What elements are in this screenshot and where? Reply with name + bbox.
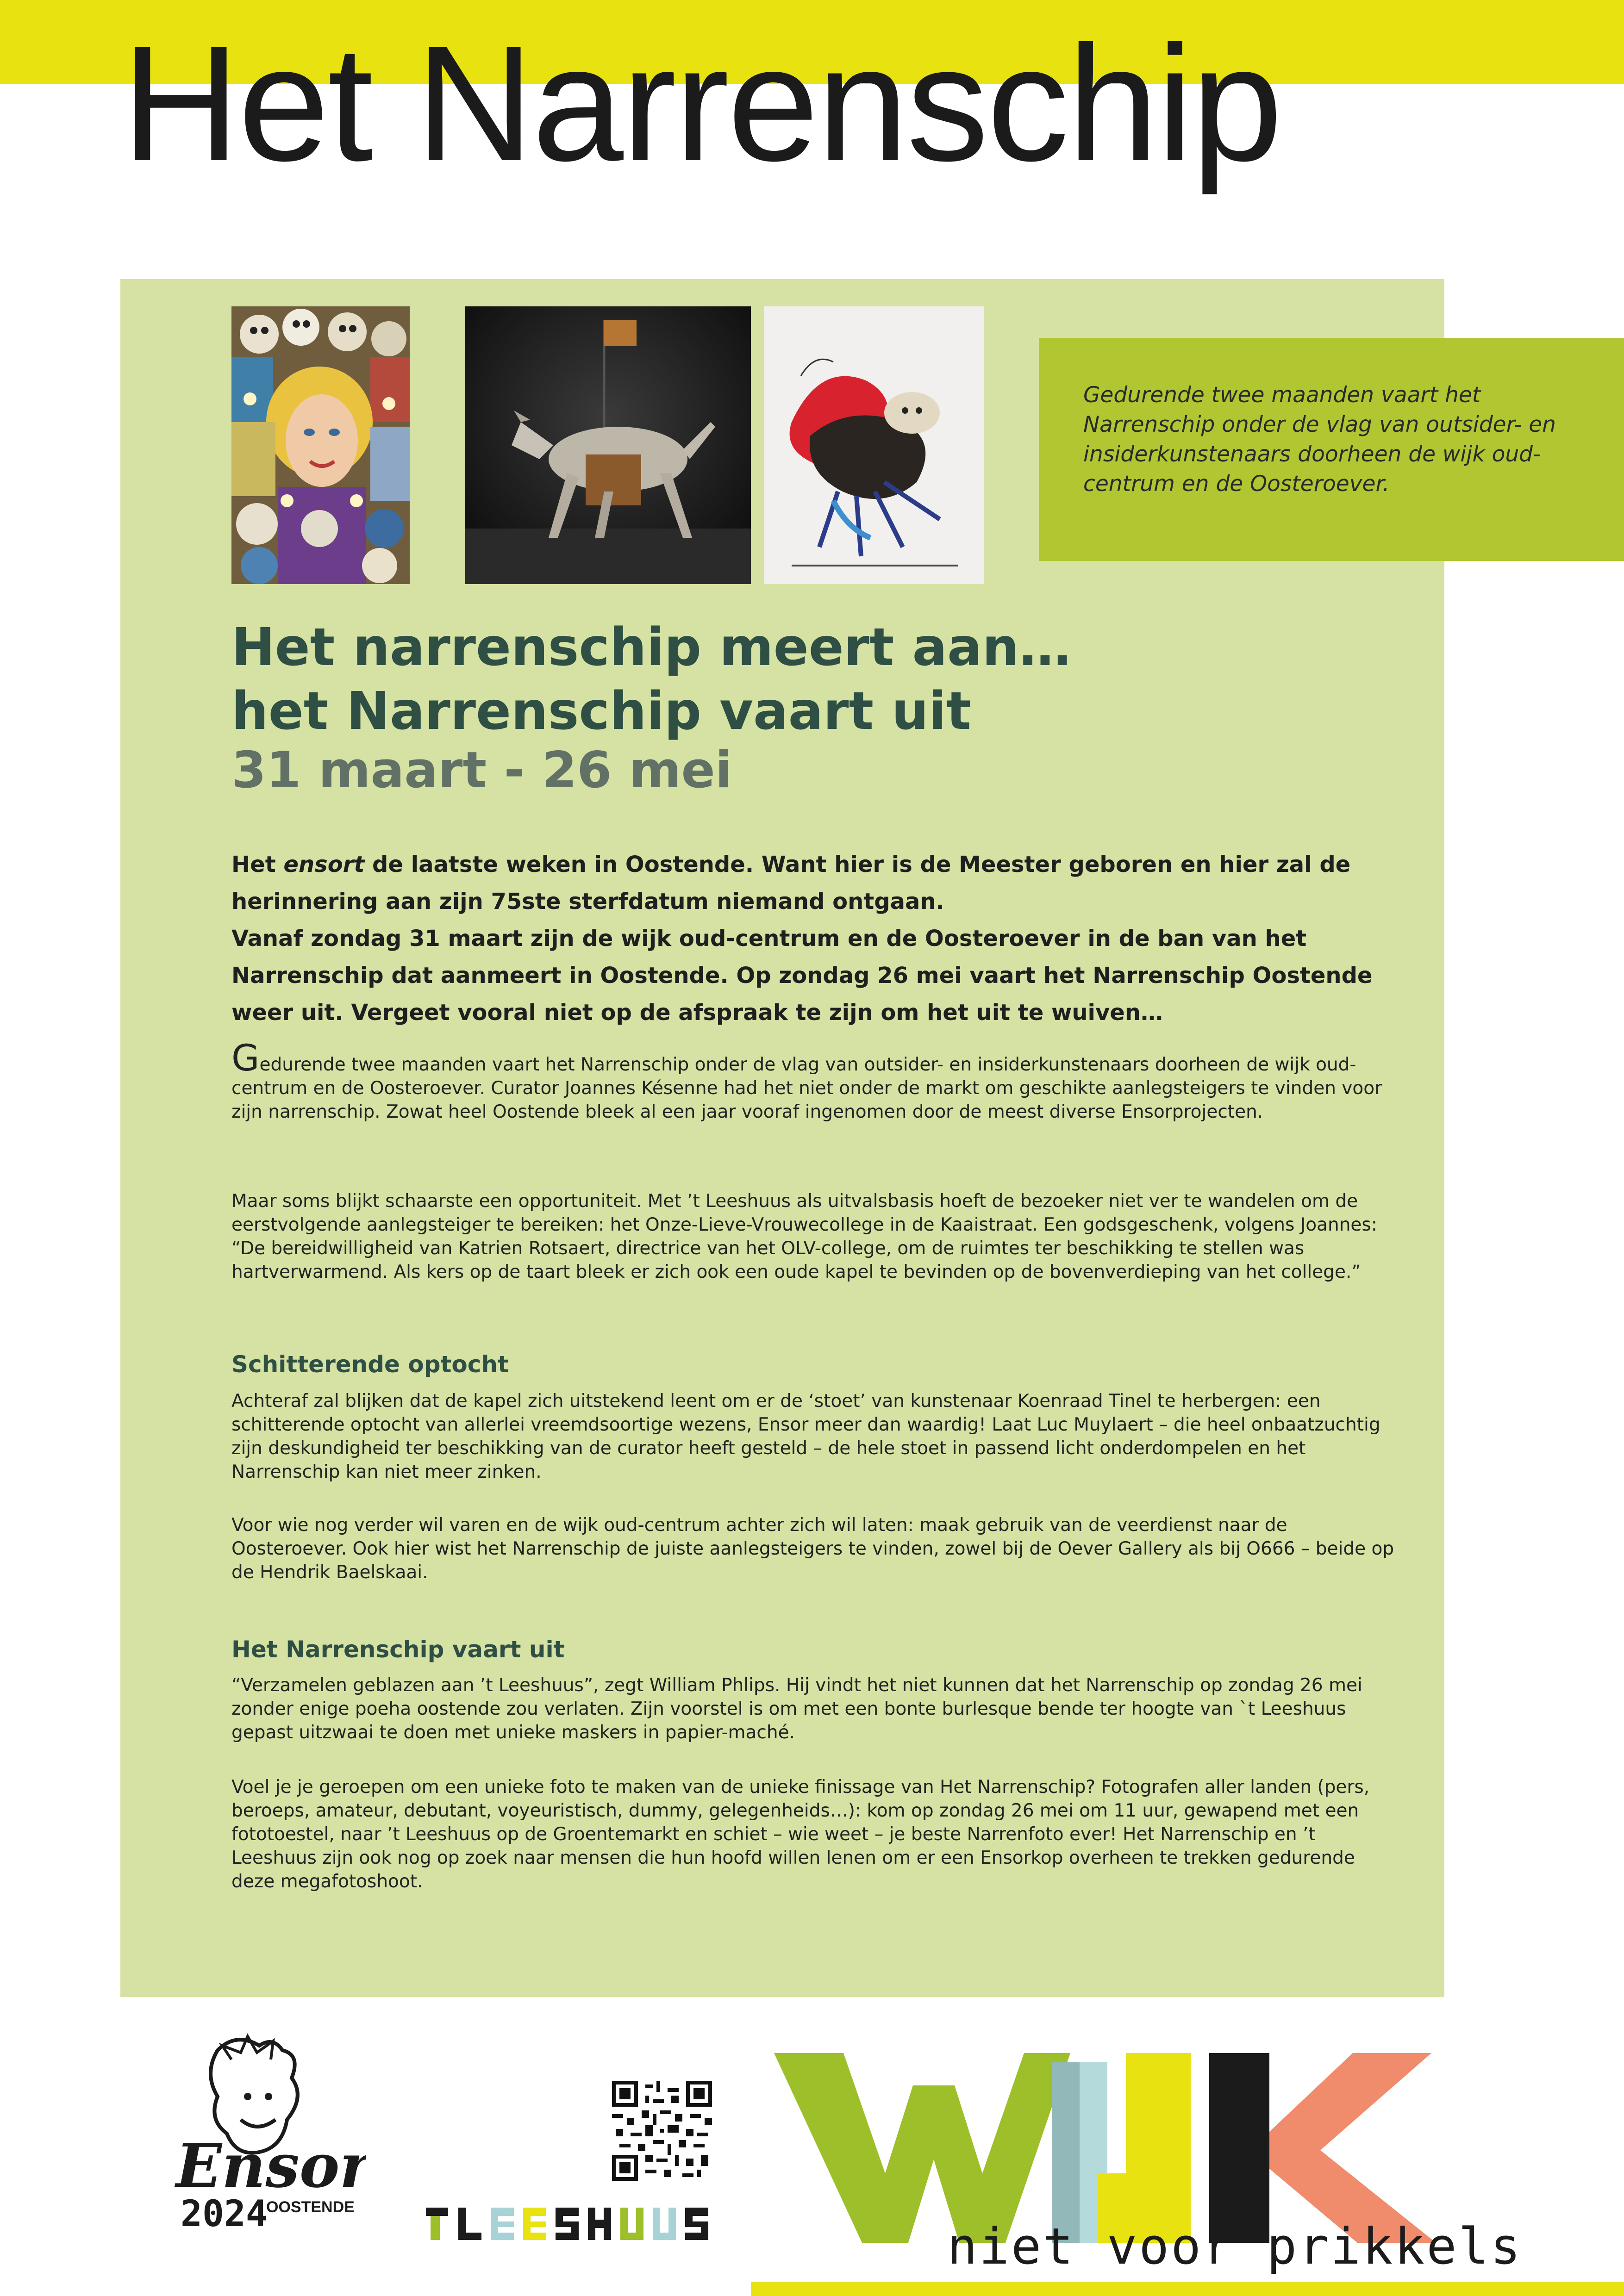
- subheading-vaart-uit: Het Narrenschip vaart uit: [231, 1636, 565, 1663]
- intro-box: [1039, 338, 1624, 561]
- headline: [231, 616, 1071, 743]
- wijk-tagline: niet voor prikkels: [947, 2218, 1523, 2276]
- dog-sculpture-photo: [465, 306, 751, 584]
- body-paragraph-6: Voel je je geroepen om een unieke foto te maken van de unieke finissage van Het Narrenschip? Fotografen aller landen (pers, beroeps, amateur, debutant, voyeuristisch, dummy, gelegenheids…): kom op zondag 26 mei om 11 uur, gewapend met een fototoestel, naar ’t Leeshuus op de Groentemarkt en schiet – wie weet – je beste Narrenfoto ever! Het Narrenschip en ’t Leeshuus zijn ook nog op zoek naar mensen die hun hoofd willen lenen om er een Ensorkop overheen te trekken gedurende deze megafotoshoot.: [231, 1777, 1370, 1892]
- intro-text: Gedurende twee maanden vaart het Narrenschip onder de vlag van outsider- en insiderkunstenaars doorheen de wijk oud-centrum en de Oosteroever.: [1083, 382, 1556, 497]
- ensor-2024-logo: [167, 2027, 366, 2231]
- subheading-optocht: Schitterende optocht: [231, 1351, 509, 1378]
- body-p1-text: edurende twee maanden vaart het Narrenschip onder de vlag van outsider- en insiderkunstenaars doorheen de wijk oud-centrum en de Oosteroever. Curator Joannes Késenne had het niet onder de markt om geschikte aanlegsteigers te vinden voor zijn narrenschip. Zowat heel Oostende bleek al een jaar vooraf ingenomen door de meest diverse Ensorprojecten.: [231, 1054, 1382, 1122]
- mask-artwork-photo: [764, 306, 984, 584]
- headline-line-1: Het narrenschip meert aan…: [231, 617, 1071, 678]
- body-paragraph-5: “Verzamelen geblazen aan ’t Leeshuus”, zegt William Phlips. Hij vindt het niet kunnen dat het Narrenschip op zondag 26 mei zonder enige poeha oostende zou verlaten. Zijn voorstel is om met een bonte burlesque bende ter hoogte van `t Leeshuus gepast uitzwaai te doen met unieke maskers in papier-maché.: [231, 1675, 1362, 1743]
- headline-line-2: het Narrenschip vaart uit: [231, 681, 971, 741]
- lead-paragraph-2: Vanaf zondag 31 maart zijn de wijk oud-centrum en de Oosteroever in de ban van het Narrenschip dat aanmeert in Oostende. Op zondag 26 mei vaart het Narrenschip Oostende weer uit. Vergeet vooral niet op de afspraak te zijn om het uit te wuiven…: [231, 926, 1373, 1026]
- lead-text-start: Het: [231, 852, 284, 877]
- body-paragraph-1: [231, 1038, 1398, 1124]
- body-paragraph-2: Maar soms blijkt schaarste een opportuniteit. Met ’t Leeshuus als uitvalsbasis hoeft de bezoeker niet ver te wandelen om de eerstvolgende aanlegsteiger te bereiken: het Onze-Lieve-Vrouwecollege in de Kaaistraat. Een godsgeschenk, volgens Joannes: “De bereidwilligheid van Katrien Rotsaert, directrice van het OLV-college, om de ruimtes ter beschikking te stellen was hartverwarmend. Als kers op de taart bleek er zich ook een oude kapel te bevinden op de bovenverdieping van het college.”: [231, 1191, 1377, 1282]
- ensor-year: 2024: [181, 2193, 268, 2231]
- qr-code[interactable]: [612, 2081, 712, 2181]
- ensor-city: OOSTENDE: [266, 2198, 355, 2216]
- dropcap: G: [231, 1038, 260, 1079]
- date-range: 31 maart - 26 mei: [231, 741, 732, 799]
- ensor-word: Ensor: [176, 2130, 366, 2201]
- lead-text-end: de laatste weken in Oostende. Want hier is de Meester geboren en hier zal de herinnering aan zijn 75ste sterfdatum niemand ontgaan.: [231, 852, 1351, 915]
- body-paragraph-3: Achteraf zal blijken dat de kapel zich uitstekend leent om er de ‘stoet’ van kunstenaar Koenraad Tinel te herbergen: een schitterende optocht van allerlei vreemdsoortige wezens, Ensor meer dan waardig! Laat Luc Muylaert – die heel onbaatzuchtig zijn deskundigheid ter beschikking van de curator heeft gesteld – de hele stoet in passend licht onderdompelen en het Narrenschip kan niet meer zinken.: [231, 1391, 1380, 1482]
- lead-emphasis: ensort: [283, 852, 365, 877]
- page-title: Het Narrenschip: [121, 12, 1281, 195]
- bottom-yellow-bar: [751, 2282, 1624, 2296]
- body-paragraph-4: Voor wie nog verder wil varen en de wijk oud-centrum achter zich wil laten: maak gebruik van de veerdienst naar de Oosteroever. Ook hier wist het Narrenschip de juiste aanlegsteigers te vinden, zowel bij de Oever Gallery als bij O666 – beide op de Hendrik Baelskaai.: [231, 1515, 1394, 1583]
- wijk-logo: [774, 2053, 1450, 2243]
- painting-photo: [231, 306, 410, 584]
- lead-paragraph: [231, 846, 1417, 1031]
- leeshuus-logo: [426, 2203, 722, 2245]
